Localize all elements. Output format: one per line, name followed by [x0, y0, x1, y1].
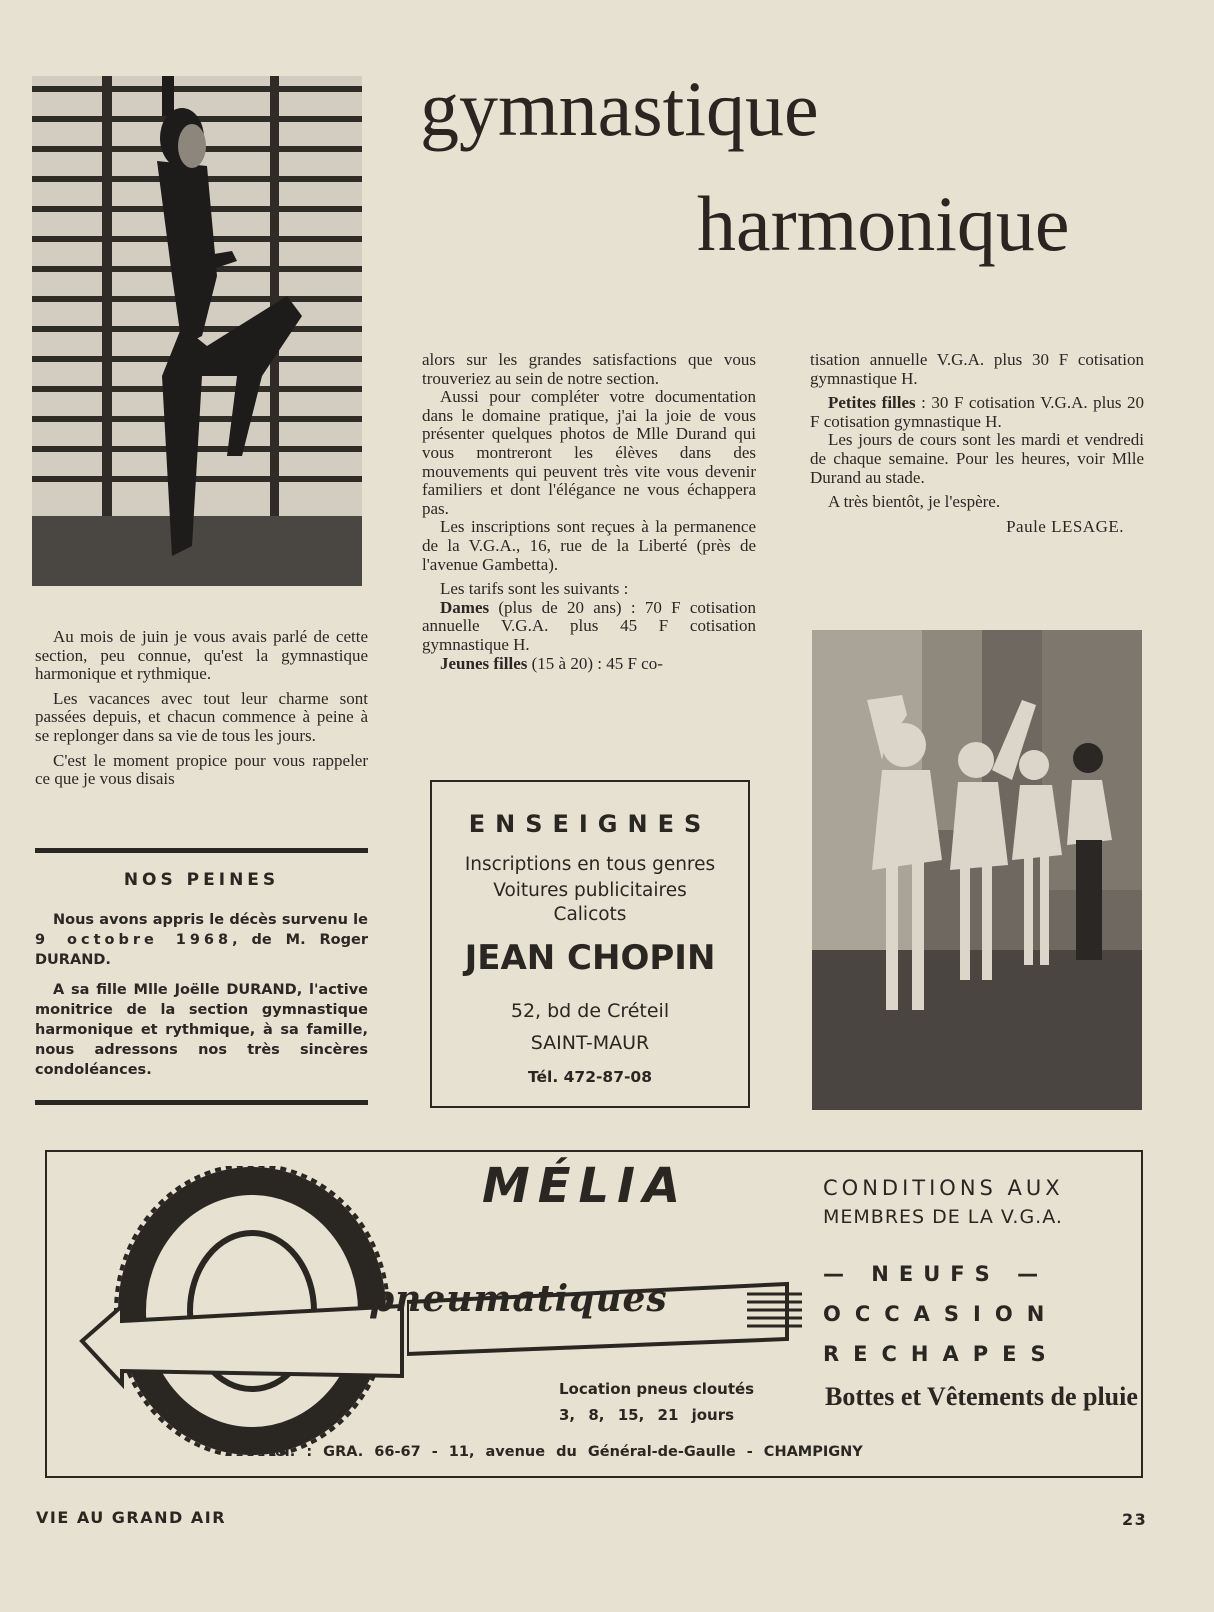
- melia-conditions-line2: MEMBRES DE LA V.G.A.: [823, 1206, 1063, 1228]
- tire-icon: [62, 1166, 407, 1456]
- enseignes-line3: Calicots: [553, 904, 627, 925]
- melia-bottes: Bottes et Vêtements de pluie: [825, 1382, 1138, 1411]
- melia-location-line2: 3, 8, 15, 21 jours: [559, 1406, 735, 1424]
- divider-top: [35, 848, 368, 853]
- nos-peines-text: [35, 910, 368, 1090]
- tarif-jeunes-label: Jeunes filles: [440, 653, 528, 673]
- tarif-jeunes-text: (15 à 20) : 45 F co-: [527, 653, 663, 673]
- paragraph: Les tarifs sont les suivants :: [440, 579, 629, 599]
- article-column-1: [35, 628, 368, 789]
- enseignes-name: JEAN CHOPIN: [464, 938, 716, 978]
- footer-magazine: VIE AU GRAND AIR: [36, 1508, 227, 1527]
- article-column-2: [422, 351, 756, 673]
- article-column-3: [810, 351, 1144, 536]
- peines-condolences: A sa fille Mlle Joëlle DURAND, l'active monitrice de la section gymnastique harmonique et rythmique, à sa famille, nous adressons nos très sincères condoléances.: [35, 982, 368, 1078]
- melia-conditions-line1: CONDITIONS AUX: [823, 1176, 1064, 1200]
- tarif-petites-text: : 30 F cotisation V.G.A. plus 20 F cotisation gymnastique H.: [810, 393, 1144, 431]
- melia-neufs: — NEUFS —: [823, 1262, 1049, 1286]
- photo-girls-dancing: [812, 630, 1142, 1110]
- peines-text-a: Nous avons appris le décès survenu le: [53, 912, 368, 928]
- enseignes-heading: ENSEIGNES: [468, 810, 712, 838]
- paragraph: C'est le moment propice pour vous rappeler ce que je vous disais: [35, 750, 368, 789]
- melia-contact: Tél. : GRA. 66-67 - 11, avenue du Général-de-Gaulle - CHAMPIGNY: [267, 1444, 863, 1460]
- footer-page-number: 23: [1122, 1510, 1148, 1529]
- peines-text-b: , de M. Roger DURAND.: [35, 932, 368, 968]
- melia-rechapes: RECHAPES: [823, 1342, 1060, 1366]
- enseignes-ad: [430, 780, 750, 1108]
- paragraph: Les jours de cours sont les mardi et vendredi de chaque semaine. Pour les heures, voir Mlle Durand au stade.: [810, 430, 1144, 487]
- enseignes-line2: Voitures publicitaires: [493, 880, 687, 901]
- paragraph: Les vacances avec tout leur charme sont passées depuis, et chacun commence à peine à se replonger dans sa vie de tous les jours.: [35, 688, 368, 745]
- enseignes-address: 52, bd de Créteil: [510, 1000, 670, 1022]
- photo-gymnast-wall-bars: [32, 76, 362, 586]
- enseignes-tel: Tél. 472-87-08: [528, 1068, 652, 1086]
- article-title-line2: harmonique: [697, 180, 1070, 267]
- paragraph: Aussi pour compléter votre documentation dans le domaine pratique, j'ai la joie de vous présenter quelques photos de Mlle Durand qui vous montreront les élèves dans des mouvements qui peuvent très vite vous devenir familiers et dont l'élégance ne vous échappera pas.: [422, 387, 756, 518]
- melia-ad: [45, 1150, 1143, 1478]
- signature: Paule LESAGE.: [1006, 516, 1124, 536]
- divider-bottom: [35, 1100, 368, 1105]
- melia-product: pneumatiques: [369, 1278, 668, 1320]
- paragraph: A très bientôt, je l'espère.: [828, 492, 1001, 512]
- melia-brand: MÉLIA: [482, 1158, 689, 1214]
- tarif-dames-text: (plus de 20 ans) : 70 F cotisation annuelle V.G.A. plus 45 F cotisation gymnastique H.: [422, 597, 756, 654]
- tarif-petites-label: Petites filles: [828, 393, 916, 413]
- enseignes-line1: Inscriptions en tous genres: [464, 854, 716, 875]
- nos-peines-title: NOS PEINES: [123, 870, 280, 890]
- melia-occasion: OCCASION: [823, 1302, 1059, 1326]
- enseignes-city: SAINT-MAUR: [530, 1032, 650, 1054]
- paragraph: alors sur les grandes satisfactions que vous trouveriez au sein de notre section.: [422, 350, 756, 388]
- paragraph: tisation annuelle V.G.A. plus 30 F cotisation gymnastique H.: [810, 350, 1144, 388]
- paragraph: Au mois de juin je vous avais parlé de cette section, peu connue, qu'est la gymnastique harmonique et rythmique.: [35, 627, 368, 684]
- tarif-dames-label: Dames: [440, 597, 490, 617]
- peines-date: 9 octobre 1968: [35, 932, 233, 948]
- melia-location-line1: Location pneus cloutés: [559, 1380, 755, 1398]
- paragraph: Les inscriptions sont reçues à la permanence de la V.G.A., 16, rue de la Liberté (près de l'avenue Gambetta).: [422, 517, 756, 574]
- article-title-line1: gymnastique: [420, 65, 819, 152]
